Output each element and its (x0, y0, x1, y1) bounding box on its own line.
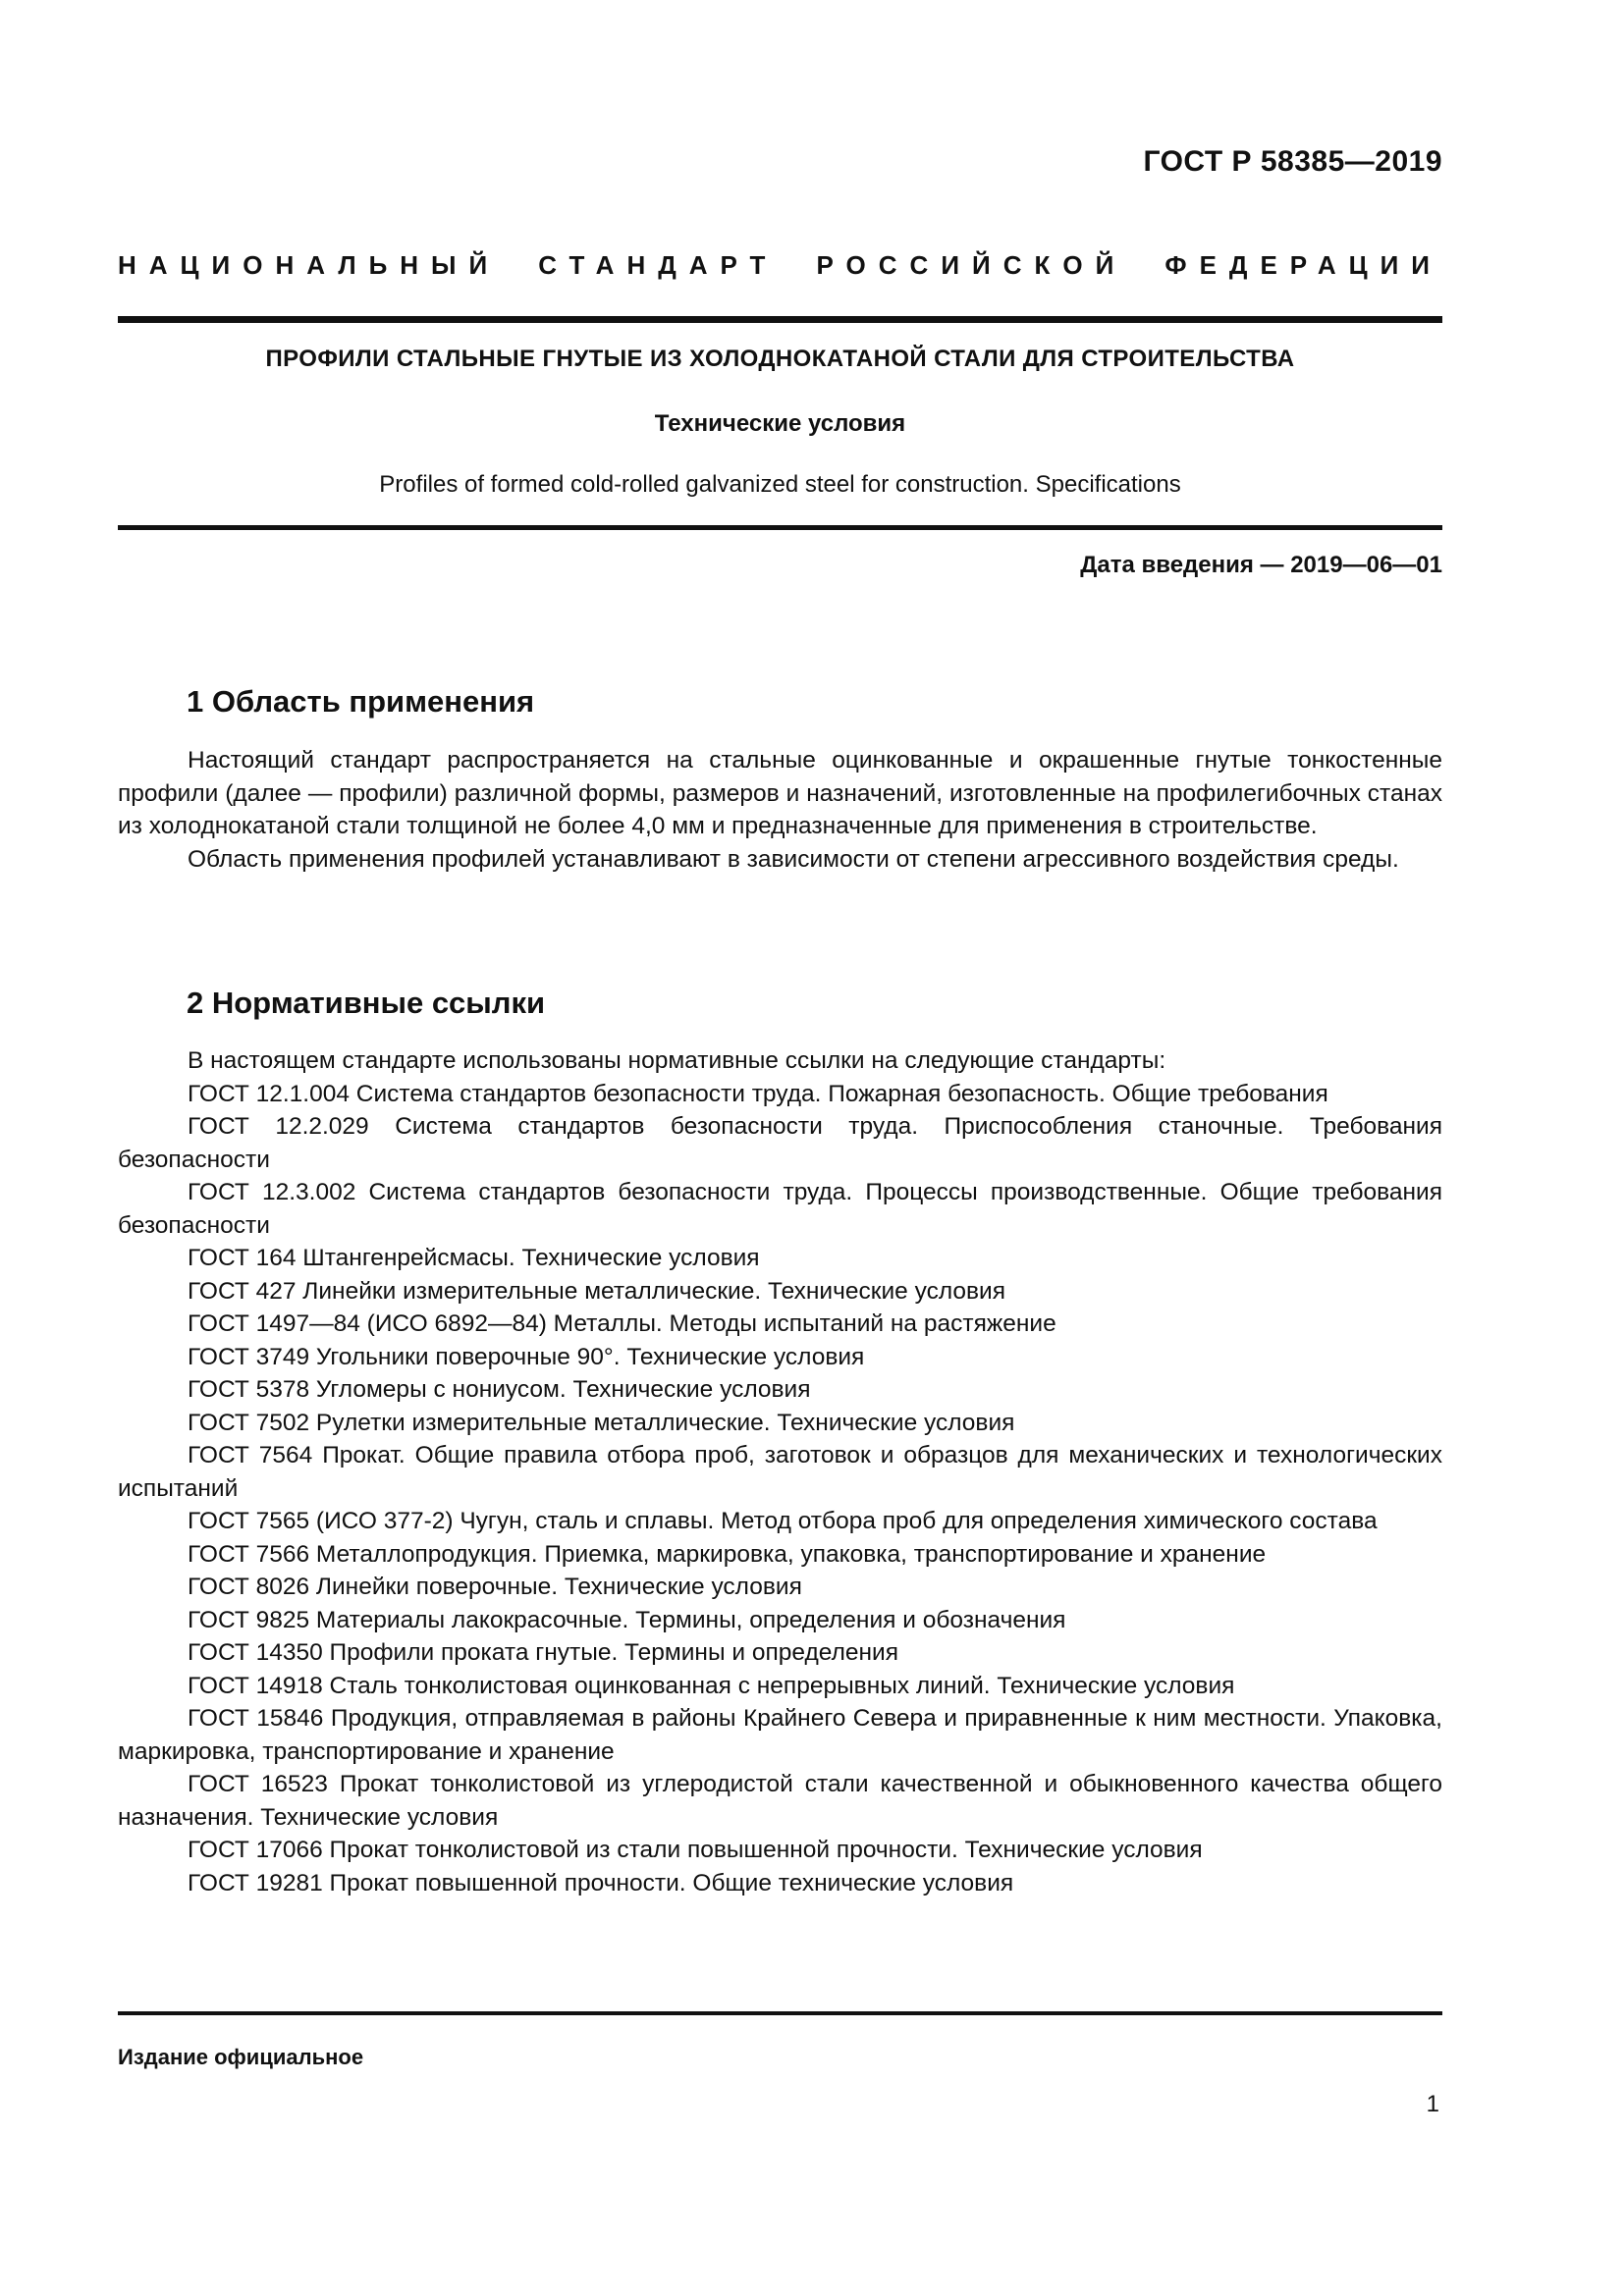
reference-item: ГОСТ 3749 Угольники поверочные 90°. Технические условия (188, 1343, 865, 1370)
reference-item: ГОСТ 17066 Прокат тонколистовой из стали повышенной прочности. Технические условия (188, 1837, 1203, 1863)
document-title: ПРОФИЛИ СТАЛЬНЫЕ ГНУТЫЕ ИЗ ХОЛОДНОКАТАНОЙ СТАЛИ ДЛЯ СТРОИТЕЛЬСТВА (265, 346, 1295, 372)
section-1-paragraph: Область применения профилей устанавливают в зависимости от степени агрессивного воздействия среды. (188, 845, 1399, 873)
section-2-body (118, 1044, 1442, 1899)
gost-code: ГОСТ Р 58385—2019 (1143, 145, 1442, 178)
reference-item: ГОСТ 12.3.002 Система стандартов безопасности труда. Процессы производственные. Общие требования безопасности (118, 1179, 1442, 1239)
footer-rule (118, 2011, 1442, 2015)
reference-item: ГОСТ 7565 (ИСО 377-2) Чугун, сталь и сплавы. Метод отбора проб для определения химического состава (188, 1508, 1378, 1534)
reference-item: ГОСТ 9825 Материалы лакокрасочные. Термины, определения и обозначения (188, 1606, 1066, 1633)
title-rule (118, 525, 1442, 530)
reference-item: ГОСТ 15846 Продукция, отправляемая в районы Крайнего Севера и приравненные к ним местности. Упаковка, маркировка, транспортирование и хранение (118, 1705, 1442, 1765)
section-1-paragraph: Настоящий стандарт распространяется на стальные оцинкованные и окрашенные гнутые тонкостенные профили (далее — профили) различной формы, размеров и назначений, изготовленные на профилегибочных станах из холоднокатаной стали толщиной не более 4,0 мм и предназначенные для применения в строительстве. (118, 747, 1442, 839)
introduction-date: Дата введения — 2019—06—01 (1080, 552, 1442, 578)
section-1-heading: 1 Область применения (187, 684, 535, 719)
national-standard-banner: НАЦИОНАЛЬНЫЙ СТАНДАРТ РОССИЙСКОЙ ФЕДЕРАЦИИ (118, 250, 1442, 280)
reference-item: ГОСТ 164 Штангенрейсмасы. Технические условия (188, 1245, 760, 1271)
reference-item: ГОСТ 14918 Сталь тонколистовая оцинкованная с непрерывных линий. Технические условия (188, 1672, 1235, 1699)
reference-item: ГОСТ 12.1.004 Система стандартов безопасности труда. Пожарная безопасность. Общие требования (188, 1080, 1328, 1107)
reference-item: ГОСТ 1497—84 (ИСО 6892—84) Металлы. Методы испытаний на растяжение (188, 1310, 1056, 1337)
reference-item: ГОСТ 14350 Профили проката гнутые. Термины и определения (188, 1639, 898, 1666)
reference-item: ГОСТ 12.2.029 Система стандартов безопасности труда. Приспособления станочные. Требования безопасности (118, 1113, 1442, 1173)
reference-item: ГОСТ 7566 Металлопродукция. Приемка, маркировка, упаковка, транспортирование и хранение (188, 1540, 1267, 1568)
reference-item: ГОСТ 7502 Рулетки измерительные металлические. Технические условия (188, 1409, 1015, 1436)
section-2-intro: В настоящем стандарте использованы нормативные ссылки на следующие стандарты: (188, 1047, 1166, 1074)
section-1-body (118, 744, 1442, 876)
reference-item: ГОСТ 19281 Прокат повышенной прочности. Общие технические условия (188, 1869, 1014, 1896)
reference-item: ГОСТ 16523 Прокат тонколистовой из углеродистой стали качественной и обыкновенного качества общего назначения. Технические условия (118, 1771, 1442, 1831)
official-edition-label: Издание официальное (118, 2045, 364, 2069)
reference-item: ГОСТ 8026 Линейки поверочные. Технические условия (188, 1574, 802, 1600)
reference-item: ГОСТ 5378 Угломеры с нониусом. Технические условия (188, 1376, 811, 1403)
reference-item: ГОСТ 7564 Прокат. Общие правила отбора проб, заготовок и образцов для механических и технологических испытаний (118, 1442, 1442, 1502)
page-number: 1 (1426, 2091, 1439, 2117)
reference-item: ГОСТ 427 Линейки измерительные металлические. Технические условия (188, 1277, 1005, 1305)
header-rule (118, 316, 1442, 323)
section-2-heading: 2 Нормативные ссылки (187, 986, 546, 1020)
document-title-english: Profiles of formed cold-rolled galvanized steel for construction. Specifications (379, 471, 1181, 498)
document-subtitle: Технические условия (654, 410, 906, 437)
